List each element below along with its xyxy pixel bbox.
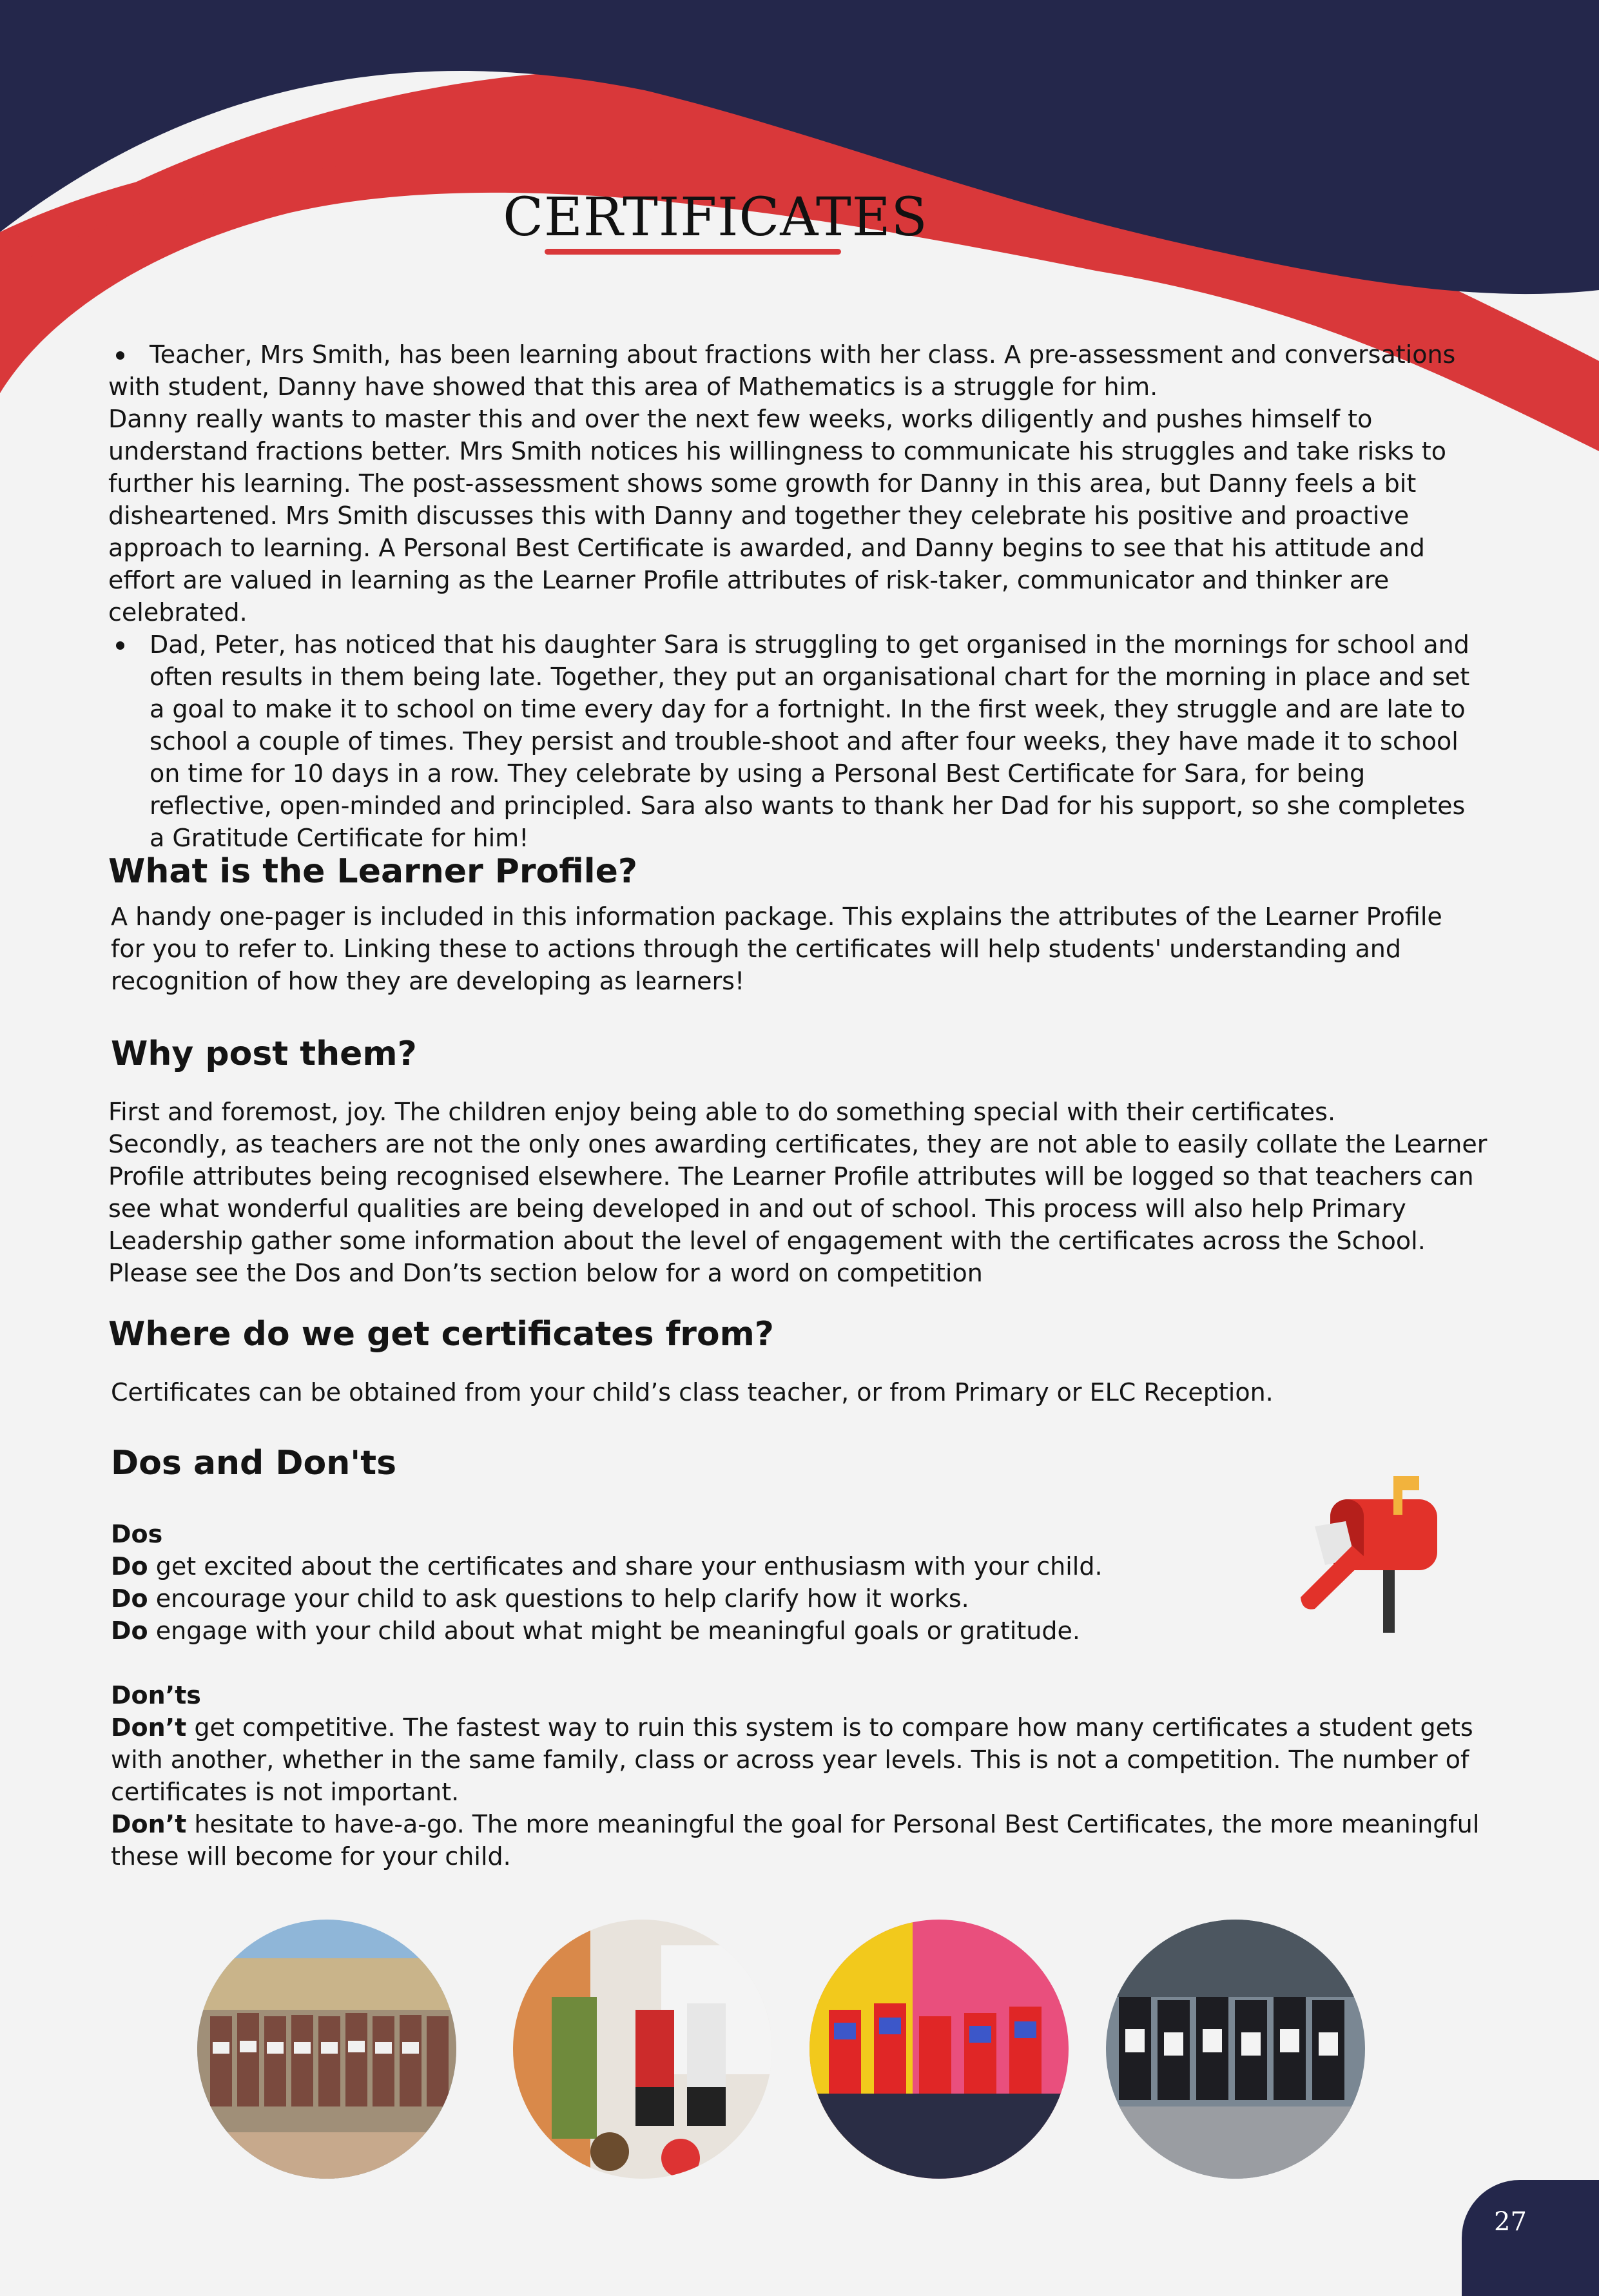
dos-donts-heading: Dos and Don'ts [111, 1444, 397, 1483]
photo-classroom [513, 1920, 772, 2179]
title-underline [545, 249, 841, 255]
page-title: CERTIFICATES [503, 187, 928, 248]
learner-profile-heading: What is the Learner Profile? [108, 852, 638, 891]
why-post-heading: Why post them? [111, 1035, 417, 1073]
where-heading: Where do we get certificates from? [108, 1315, 774, 1354]
list-item: Do engage with your child about what might be meaningful goals or gratitude. [111, 1617, 1080, 1645]
bullet-icon [116, 351, 124, 360]
list-item: Don’t hesitate to have-a-go. The more meaningful the goal for Personal Best Certificates, the more meaningful these will become for your child. [111, 1810, 1480, 1871]
donts-title: Don’ts [111, 1681, 201, 1709]
list-item: Do get excited about the certificates and share your enthusiasm with your child. [111, 1552, 1103, 1581]
list-item [108, 628, 1481, 854]
learner-profile-body: A handy one-pager is included in this information package. This explains the attributes of the Learner Profile for you to refer to. Linking these to actions through the certificates will help students' understanding and recognition of how they are developing as learners! [111, 902, 1442, 995]
intro-examples [108, 338, 1481, 854]
example-teacher: Teacher, Mrs Smith, has been learning about fractions with her class. A pre-assessment and conversations with student, Danny have showed that this area of Mathematics is a struggle for him. [108, 340, 1456, 401]
mailbox-icon [1289, 1468, 1444, 1636]
why-post-line-2: Secondly, as teachers are not the only ones awarding certificates, they are not able to easily collate the Learner Profile attributes being recognised elsewhere. The Learner Profile attributes will be logged so that teachers can see what wonderful qualities are being developed in and out of school. This process will also help Primary Leadership gather some information about the level of engagement with the certificates across the School. Please see the Dos and Don’ts section below for a word on competition [108, 1130, 1488, 1287]
list-item [108, 338, 1481, 403]
example-parent: Dad, Peter, has noticed that his daughter Sara is struggling to get organised in the mornings for school and often results in them being late. Together, they put an organisational chart for the morning in place and set a goal to make it to school on time every day for a fortnight. In the first week, they struggle and are late to school a couple of times. They persist and trouble-shoot and after four weeks, they have made it to school on time for 10 days in a row. They celebrate by using a Personal Best Certificate for Sara, for being reflective, open-minded and principled. Sara also wants to thank her Dad for his support, so she completes a Gratitude Certificate for him! [150, 630, 1470, 852]
photo-students-outdoor [197, 1920, 456, 2179]
bullet-icon [116, 641, 124, 650]
list-item [108, 403, 1481, 628]
dos-title: Dos [111, 1520, 163, 1548]
list-item: Do encourage your child to ask questions to help clarify how it works. [111, 1584, 969, 1613]
example-teacher-continued: Danny really wants to master this and over the next few weeks, works diligently and pushes himself to understand fractions better. Mrs Smith notices his willingness to communicate his struggles and take risks to further his learning. The post-assessment shows some growth for Danny in this area, but Danny feels a bit disheartened. Mrs Smith discusses this with Danny and together they celebrate his positive and proactive approach to learning. A Personal Best Certificate is awarded, and Danny begins to see that his attitude and effort are valued in learning as the Learner Profile attributes of risk-taker, communicator and thinker are celebrated. [108, 405, 1447, 627]
why-post-line-1: First and foremost, joy. The children enjoy being able to do something special with their certificates. [108, 1098, 1336, 1126]
page-number-tab [1462, 2180, 1599, 2296]
why-post-body [108, 1096, 1494, 1289]
list-item: Don’t get competitive. The fastest way to ruin this system is to compare how many certificates a student gets with another, whether in the same family, class or across year levels. This is not a competition. The number of certificates is not important. [111, 1713, 1473, 1806]
photo-students-group [1106, 1920, 1365, 2179]
page-number: 27 [1494, 2207, 1527, 2237]
where-body: Certificates can be obtained from your child’s class teacher, or from Primary or ELC Reception. [111, 1378, 1274, 1406]
photo-students-mural [809, 1920, 1069, 2179]
